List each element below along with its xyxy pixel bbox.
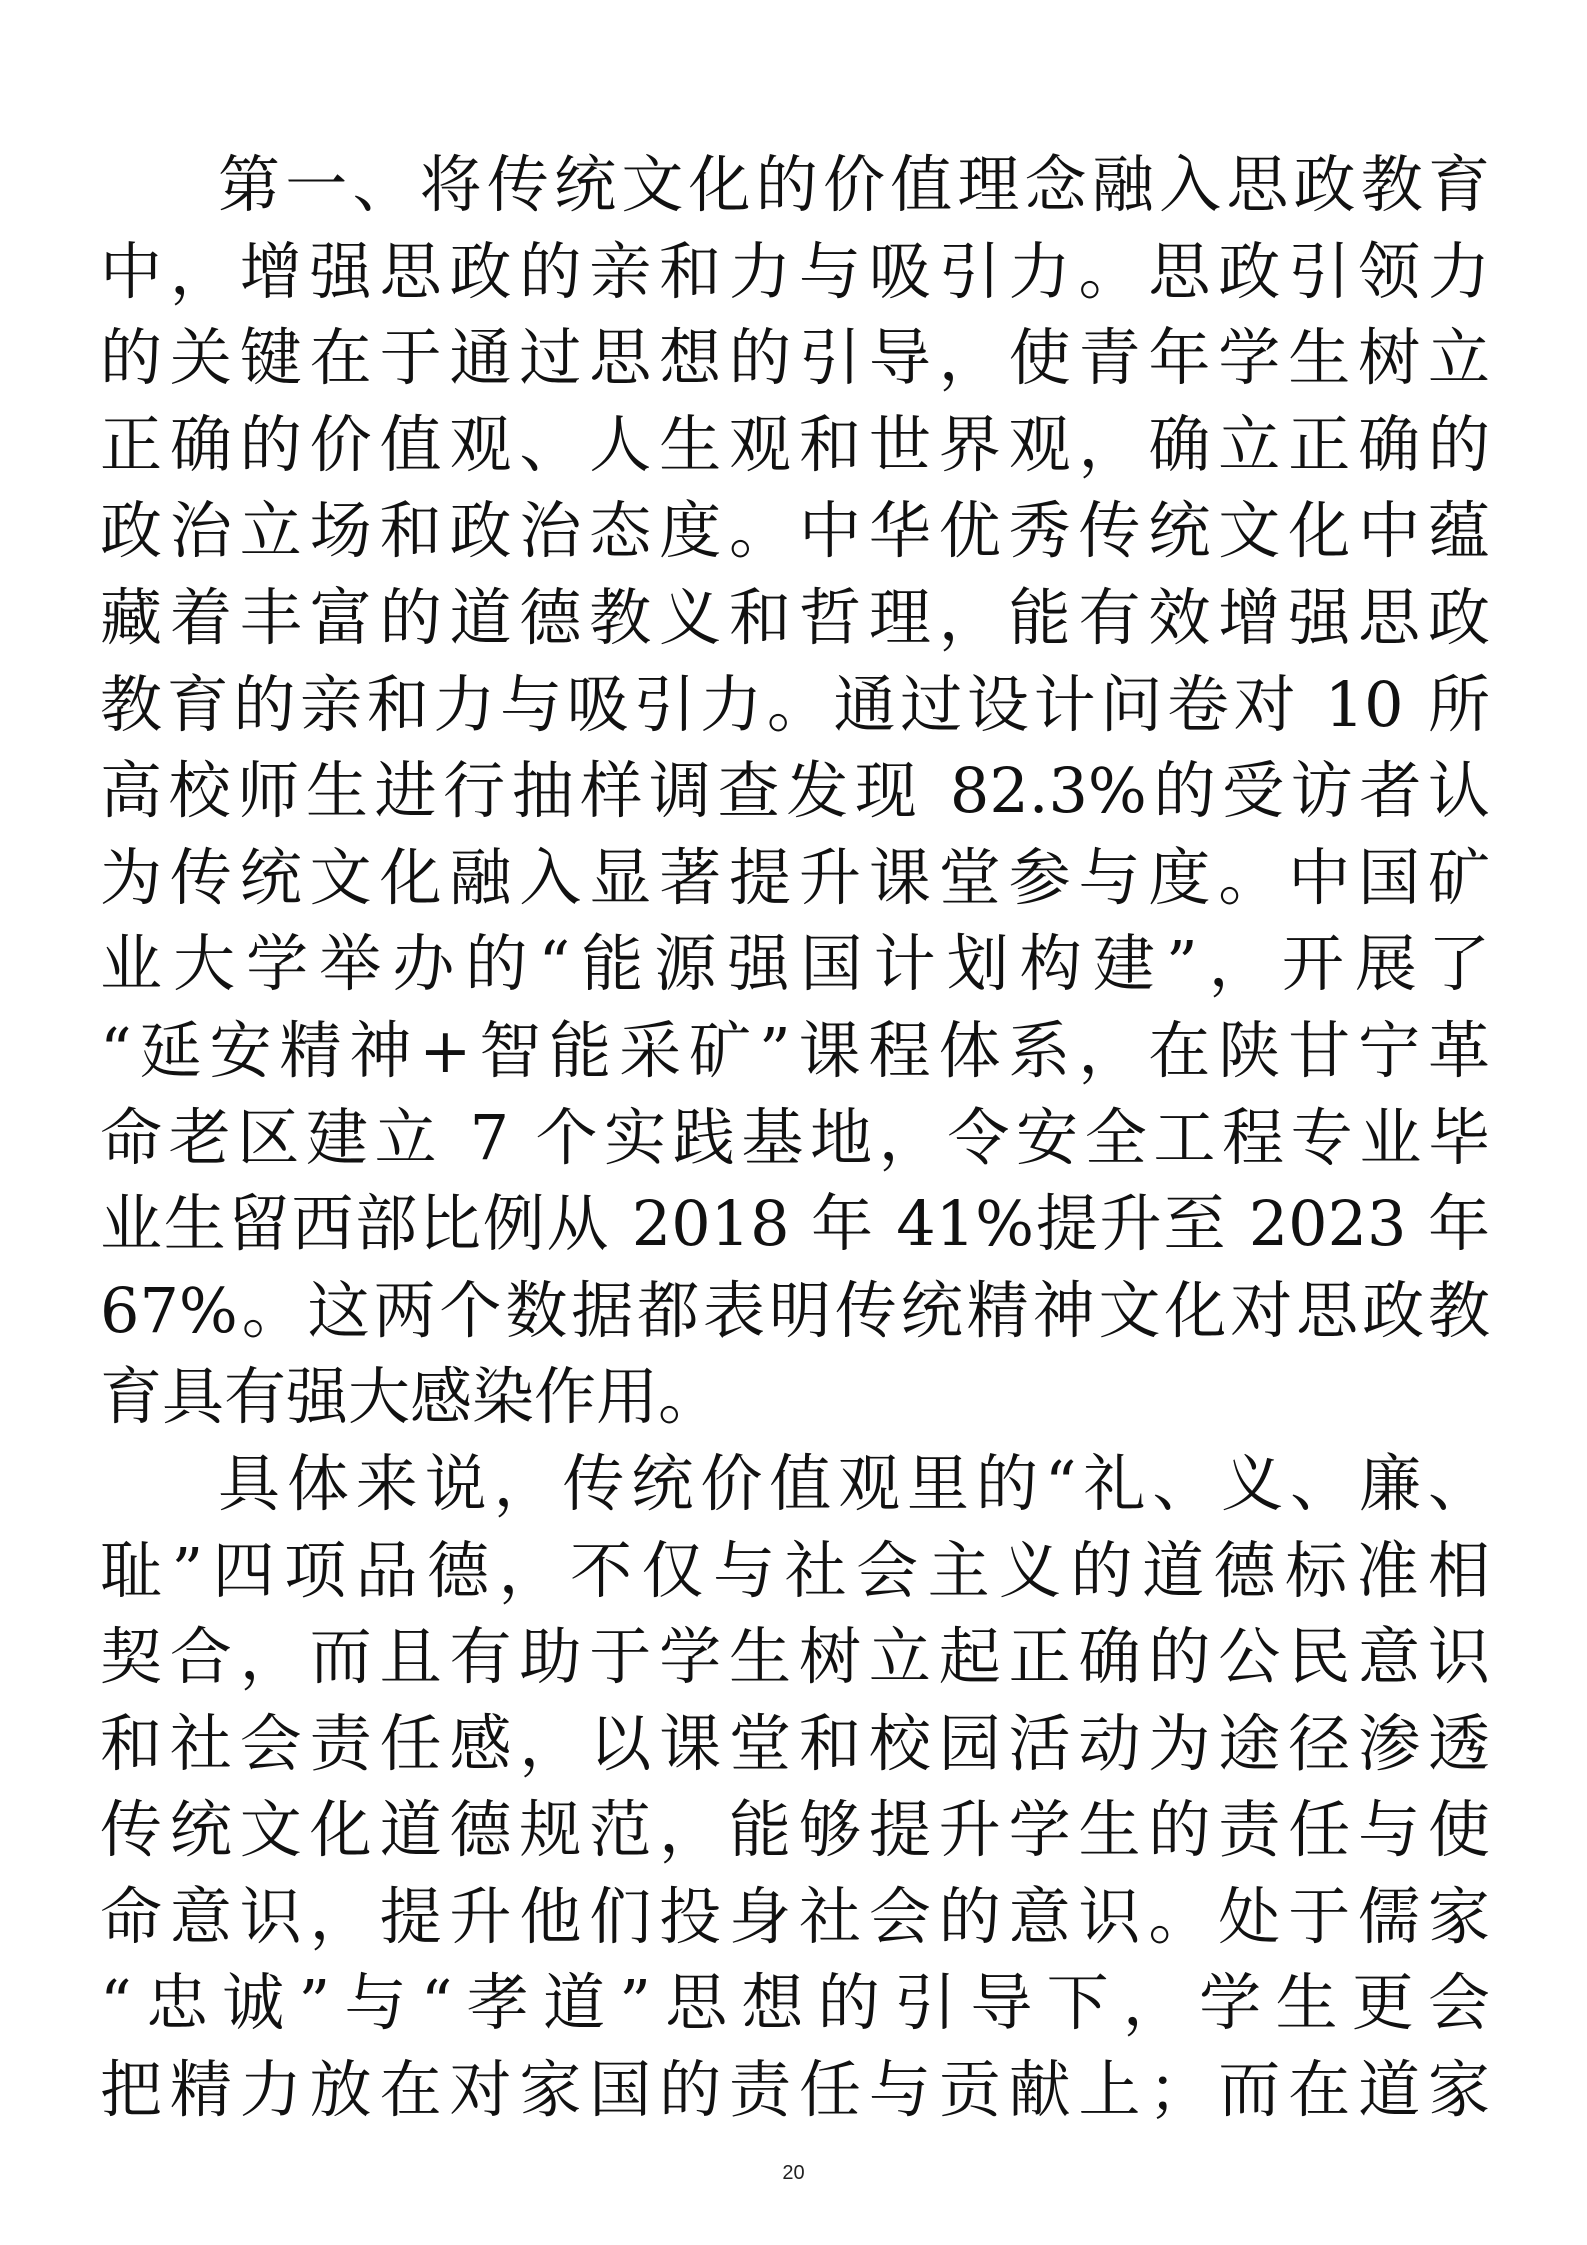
text-line: 业大学举办的“能源强国计划构建”，开展了 [100, 927, 1490, 1001]
text-line: 第一、将传统文化的价值理念融入思政教育 [218, 148, 1490, 221]
text-line: 正确的价值观、人生观和世界观，确立正确的 [100, 407, 1490, 481]
page-number: 20 [782, 2162, 805, 2184]
text-line: 契合，而且有助于学生树立起正确的公民意识 [100, 1620, 1490, 1694]
text-line: 67%。这两个数据都表明传统精神文化对思政教 [100, 1273, 1490, 1347]
page-body [100, 142, 1490, 2134]
text-line: “忠诚”与“孝道”思想的引导下，学生更会 [100, 1966, 1490, 2040]
text-line: 把精力放在对家国的责任与贡献上；而在道家 [100, 2053, 1490, 2127]
text-line: 为传统文化融入显著提升课堂参与度。中国矿 [100, 840, 1490, 914]
text-line: 藏着丰富的道德教义和哲理，能有效增强思政 [100, 580, 1490, 654]
text-line: 中，增强思政的亲和力与吸引力。思政引领力 [100, 234, 1490, 308]
text-line: 具体来说，传统价值观里的“礼、义、廉、 [218, 1446, 1490, 1520]
text-line: 命意识，提升他们投身社会的意识。处于儒家 [100, 1879, 1490, 1953]
text-line: 业生留西部比例从 2018 年 41%提升至 2023 年 [100, 1187, 1490, 1261]
text-line: 教育的亲和力与吸引力。通过设计问卷对 10 所 [100, 667, 1490, 741]
text-line: 育具有强大感染作用。 [100, 1360, 721, 1434]
paragraph-1 [100, 142, 1490, 1441]
text-line: 高校师生进行抽样调查发现 82.3%的受访者认 [100, 754, 1490, 828]
text-line: 传统文化道德规范，能够提升学生的责任与使 [100, 1793, 1490, 1867]
text-line: 的关键在于通过思想的引导，使青年学生树立 [100, 321, 1490, 395]
text-line: 和社会责任感，以课堂和校园活动为途径渗透 [100, 1706, 1490, 1780]
paragraph-2 [100, 1441, 1490, 2134]
text-line: “延安精神+智能采矿”课程体系，在陕甘宁革 [100, 1013, 1490, 1087]
text-line: 政治立场和政治态度。中华优秀传统文化中蕴 [100, 494, 1490, 568]
text-line: 耻”四项品德，不仅与社会主义的道德标准相 [100, 1533, 1490, 1607]
text-line: 命老区建立 7 个实践基地，令安全工程专业毕 [100, 1100, 1490, 1174]
